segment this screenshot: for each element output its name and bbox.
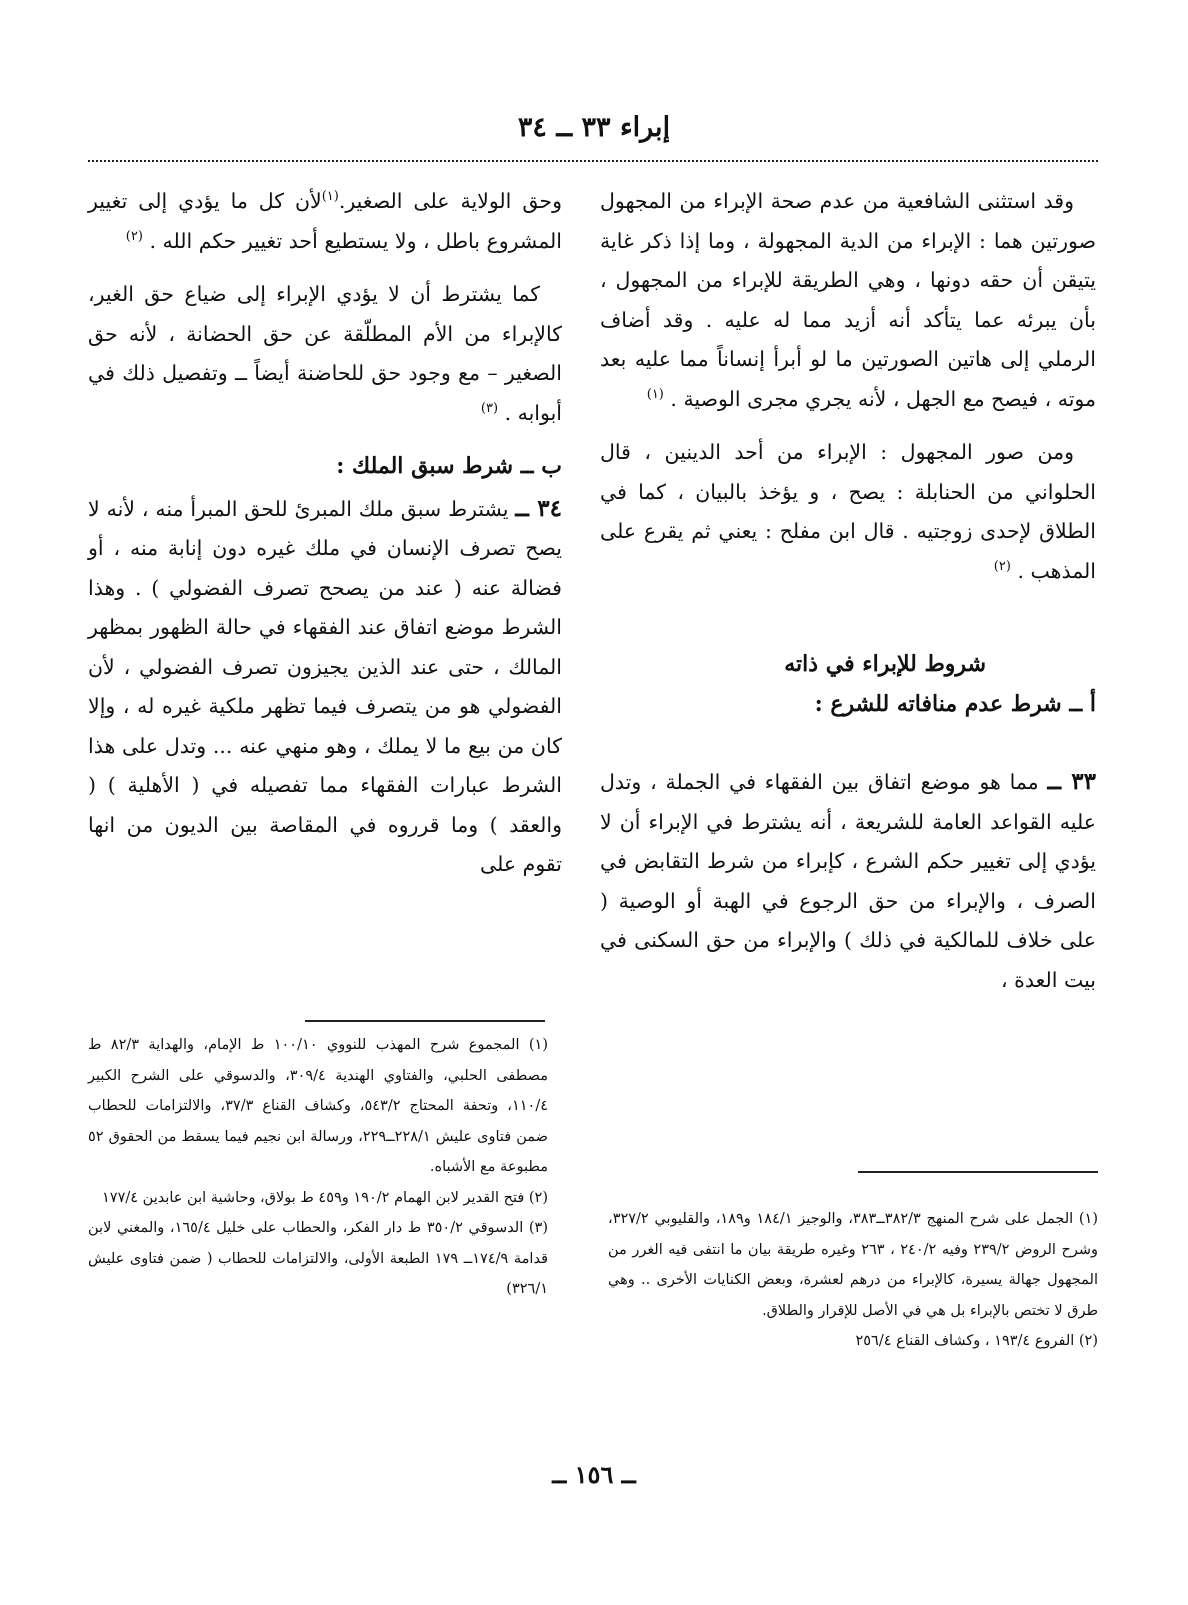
footnote-ref[interactable]: (٣) <box>480 400 499 416</box>
subsection-title: ب ــ شرط سبق الملك : <box>336 453 562 479</box>
footnote: (١) الجمل على شرح المنهج ٣٨٢/٣ــ٣٨٣، والوجيز ١٨٤/١ و١٨٩، والقليوبي ٣٢٧/٢، وشرح الروض ٢٣٩/٢ وفيه ٢٤٠/٢ ، ٢٦٣ وغيره طريقة بيان ما انتفى فيه الغرر من المجهول جهالة يسيرة، كالإبراء من درهم لعشرة، وبعض الكنايات الأخرى .. وهي طرق لا تختص بالإبراء بل هي في الأصل للإقرار والطلاق. <box>608 1211 1098 1319</box>
spacer <box>600 726 1096 762</box>
footnote-ref[interactable]: (٢) <box>125 228 143 244</box>
footnotes-right <box>608 1204 1098 1357</box>
page-number: ــ ١٥٦ ــ <box>552 1460 636 1489</box>
paragraph-text: لأن كل ما يؤدي إلى تغيير المشروع باطل ، ولا يستطيع أحد تغيير حكم الله . <box>88 189 562 253</box>
paragraph <box>600 762 1096 1000</box>
paragraph <box>600 433 1096 591</box>
footnote-separator <box>858 1171 1098 1173</box>
spacer <box>600 605 1096 645</box>
footnote-ref[interactable]: (٢) <box>993 558 1011 574</box>
footnote-separator <box>305 1020 545 1022</box>
paragraph-text: وحق الولاية على الصغير. <box>338 189 562 213</box>
paragraph-text: وقد استثنى الشافعية من عدم صحة الإبراء من المجهول صورتين هما : الإبراء من الدية المجهولة ، وما إذا ذكر غاية يتيقن أن حقه دونها ، وهي الطريقة للإبراء من المجهول ، بأن يبرئه عما يتأكد أنه أزيد مما له عليه . وقد أضاف الرملي إلى هاتين الصورتين ما لو أبرأ إنساناً مما عليه بعد موته ، فيصح مع الجهل ، لأنه يجري مجرى الوصية . <box>600 189 1096 411</box>
paragraph-number: ٣٤ ــ <box>515 494 562 522</box>
paragraph <box>88 489 562 885</box>
paragraph-text: كما يشترط أن لا يؤدي الإبراء إلى ضياع حق الغير، كالإبراء من الأم المطلّقة عن حق الحضانة ، لأنه حق الصغير – مع وجود حق للحاضنة أيضاً ــ وتفصيل ذلك في أبوابه . <box>88 282 562 425</box>
paragraph <box>88 275 562 433</box>
footnotes-left <box>88 1030 548 1305</box>
running-header: إبراء ٣٣ ــ ٣٤ <box>517 112 671 143</box>
paragraph-text: ومن صور المجهول : الإبراء من أحد الدينين ، قال الحلواني من الحنابلة : يصح ، و يؤخذ بالبيان ، كما في الطلاق لإحدى زوجتيه . قال ابن مفلح : يعني ثم يقرع على المذهب . <box>600 440 1096 583</box>
footnote-ref[interactable]: (١) <box>646 386 664 402</box>
paragraph-text: مما هو موضع اتفاق بين الفقهاء في الجملة ، وتدل عليه القواعد العامة للشريعة ، أنه يشترط في الإبراء أن لا يؤدي إلى تغيير حكم الشرع ، كإبراء من شرط التقابض في الصرف ، والإبراء من حق الرجوع في الهبة أو الوصية ( على خلاف للمالكية في ذلك ) والإبراء من حق السكنى في بيت العدة ، <box>600 770 1096 992</box>
footnote: (٢) الفروع ١٩٣/٤ ، وكشاف القناع ٢٥٦/٤ <box>855 1333 1098 1349</box>
paragraph-text: يشترط سبق ملك المبرئ للحق المبرأ منه ، لأنه لا يصح تصرف الإنسان في ملك غيره دون إنابة منه ، أو فضالة عنه ( عند من يصحح تصرف الفضولي ) . وهذا الشرط موضع اتفاق عند الفقهاء في حالة الظهور بمظهر المالك ، حتى عند الذين يجيزون تصرف الفضولي ، لأن الفضولي هو من يتصرف فيما تظهر ملكية غيره له ، وإلا كان من بيع ما لا يملك ، وهو منهي عنه ... وتدل على هذا الشرط عبارات الفقهاء مما تفصيله في ( الأهلية ) ( والعقد ) وما قرروه في المقاصة بين الديون من انها تقوم على <box>88 496 562 876</box>
paragraph-number: ٣٣ ــ <box>1047 768 1096 795</box>
paragraph <box>88 182 562 261</box>
paragraph <box>600 182 1096 419</box>
left-column <box>88 182 562 899</box>
footnote-ref[interactable]: (١) <box>321 189 339 205</box>
header-dotted-rule <box>88 160 1098 162</box>
subsection-title: أ ــ شرط عدم منافاته للشرع : <box>814 690 1096 717</box>
footnote: (٣) الدسوقي ٣٥٠/٢ ط دار الفكر، والحطاب على خليل ١٦٥/٤، والمغني لابن قدامة ١٧٤/٩ــ ١٧٩ الطبعة الأولى، والالتزامات للحطاب ( ضمن فتاوى عليش ٣٢٦/١) <box>88 1220 549 1297</box>
footnote: (٢) فتح القدير لابن الهمام ١٩٠/٢ و٤٥٩ ط بولاق، وحاشية ابن عابدين ١٧٧/٤ <box>102 1189 548 1206</box>
right-column <box>600 182 1096 1014</box>
footnote: (١) المجموع شرح المهذب للنووي ١٠٠/١٠ ط الإمام، والهداية ٨٢/٣ ط مصطفى الحلبي، والفتاوي الهندية ٣٠٩/٤، والدسوقي على الشرح الكبير ١١٠/٤، وتحفة المحتاج ٥٤٣/٢، وكشاف القناع ٣٧/٣، والالتزامات للحطاب ضمن فتاوى عليش ٢٢٨/١ــ٢٢٩، ورسالة ابن نجيم فيما يسقط من الحقوق ٥٢ مطبوعة مع الأشباه. <box>88 1037 549 1175</box>
section-title: شروط للإبراء في ذاته <box>784 651 986 677</box>
